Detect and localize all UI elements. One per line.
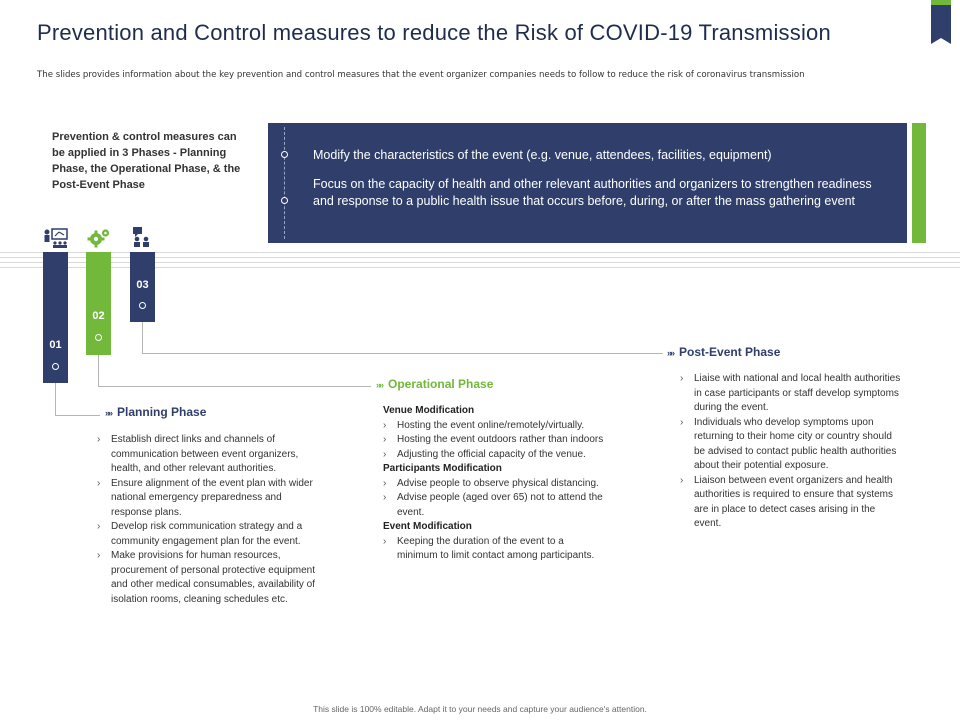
bookmark-icon — [931, 0, 951, 44]
chevrons-icon: »» — [376, 380, 383, 390]
footer-note: This slide is 100% editable. Adapt it to your needs and capture your audience's attention. — [313, 704, 647, 714]
connector-line — [98, 355, 371, 387]
participants-list — [383, 477, 605, 521]
operational-section — [383, 404, 605, 564]
phase-dot — [139, 302, 146, 309]
venue-list — [383, 419, 605, 463]
list-item: › Make provisions for human resources, procurement of personal protective equipment and other medical consumables, availability of isolation rooms, cleaning schedules etc. — [97, 549, 322, 607]
list-item: › Advise people to observe physical distancing. — [383, 477, 605, 492]
hero-line-2: Focus on the capacity of health and other relevant authorities and organizers to strengthen readiness and response to a public health issue that occurs before, during, or after the mass gathering event — [313, 177, 872, 208]
connector-line — [142, 322, 663, 354]
phase-title: Operational Phase — [388, 377, 494, 391]
phase-number: 01 — [49, 339, 62, 351]
chevrons-icon: »» — [105, 408, 112, 418]
list-item: › Ensure alignment of the event plan with wider national emergency preparedness and response plans. — [97, 477, 322, 521]
phase-bar-01 — [43, 252, 68, 383]
list-item: › Establish direct links and channels of communication between event organizers, health, and other relevant authorities. — [97, 433, 322, 477]
hero-bullet-dot — [281, 151, 288, 158]
list-item: › Liaise with national and local health authorities in case participants or staff develop symptoms during the event. — [680, 372, 902, 416]
page-subtitle: The slides provides information about the key prevention and control measures that the event organizer companies needs to follow to reduce the risk of coronavirus transmission — [37, 70, 805, 80]
hero-timeline — [284, 127, 285, 239]
list-item: › Keeping the duration of the event to a minimum to limit contact among participants. — [383, 535, 605, 564]
list-item: › Advise people (aged over 65) not to attend the event. — [383, 491, 605, 520]
intro-text: Prevention & control measures can be applied in 3 Phases - Planning Phase, the Operational Phase, & the Post-Event Phase — [52, 131, 241, 191]
list-item: › Develop risk communication strategy and a community engagement plan for the event. — [97, 520, 322, 549]
list-item: › Hosting the event outdoors rather than indoors — [383, 433, 605, 448]
phase-number: 02 — [92, 310, 105, 322]
page-title: Prevention and Control measures to reduce the Risk of COVID-19 Transmission — [37, 20, 831, 45]
hero-bullet-dot — [281, 197, 288, 204]
gears-icon — [87, 228, 111, 248]
participants-heading: Participants Modification — [383, 463, 502, 474]
list-item: › Adjusting the official capacity of the venue. — [383, 448, 605, 463]
chevrons-icon: »» — [667, 348, 674, 358]
presentation-icon — [43, 228, 69, 248]
list-item: › Liaison between event organizers and health authorities is required to ensure that systems are in place to detect cases arising in the event. — [680, 474, 902, 532]
post-event-phase-heading — [667, 345, 780, 359]
post-event-list — [680, 372, 902, 532]
list-item: › Hosting the event online/remotely/virtually. — [383, 419, 605, 434]
event-heading: Event Modification — [383, 521, 472, 532]
hero-accent-bar — [912, 123, 926, 243]
venue-heading: Venue Modification — [383, 405, 475, 416]
event-list — [383, 535, 605, 564]
operational-phase-heading — [376, 377, 493, 391]
planning-phase-heading — [105, 405, 206, 419]
planning-list — [97, 433, 322, 607]
phase-dot — [95, 334, 102, 341]
phase-title: Planning Phase — [117, 405, 207, 419]
phase-number: 03 — [136, 279, 149, 291]
phase-bar-02 — [86, 252, 111, 355]
hero-line-1: Modify the characteristics of the event (e.g. venue, attendees, facilities, equipment) — [313, 148, 772, 162]
connector-line — [55, 383, 100, 416]
phase-dot — [52, 363, 59, 370]
list-item: › Individuals who develop symptoms upon returning to their home city or country should be advised to contact public health authorities about their potential exposure. — [680, 416, 902, 474]
meeting-icon — [131, 226, 153, 248]
phase-title: Post-Event Phase — [679, 345, 781, 359]
phase-bar-03 — [130, 252, 155, 322]
